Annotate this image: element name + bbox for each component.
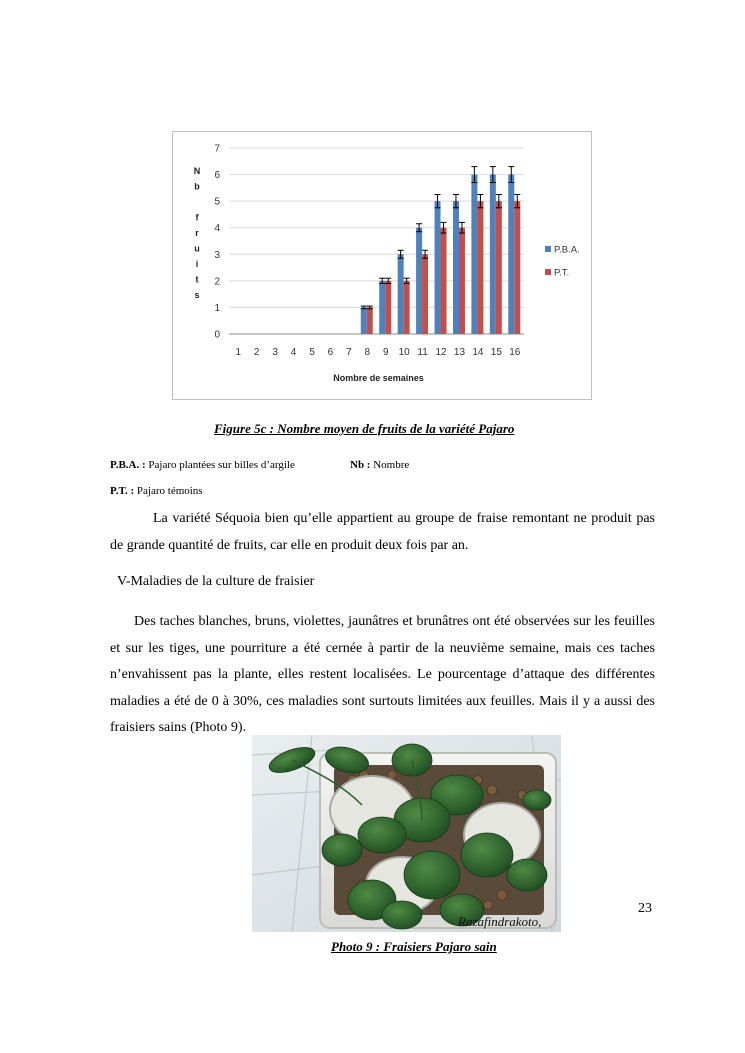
y-axis-label-char: u: [194, 243, 200, 254]
bar-pt: [441, 228, 447, 334]
photo-illustration: [252, 735, 561, 932]
abbrev-nb-value: Nombre: [373, 459, 410, 471]
y-axis-label-char: N: [193, 166, 201, 176]
y-tick-label: 5: [214, 196, 220, 208]
bar-pba: [490, 175, 496, 334]
bar-pba: [361, 307, 367, 334]
bar-pba: [435, 201, 441, 334]
bar-chart: [172, 131, 592, 400]
abbrev-pba-value: Pajaro plantées sur billes d’argile: [148, 459, 295, 471]
section-title: V-Maladies de la culture de fraisier: [117, 574, 315, 589]
bar-pba: [508, 175, 514, 334]
abbrev-pt-key: P.T. :: [110, 485, 135, 497]
abbrev-pt: [110, 485, 203, 497]
y-tick-label: 2: [214, 276, 220, 288]
x-tick-label: 6: [327, 347, 334, 358]
bar-pt: [514, 201, 520, 334]
y-axis-label-char: s: [194, 290, 200, 300]
x-tick-label: 4: [290, 347, 297, 358]
y-tick-label: 1: [214, 302, 220, 314]
x-tick-label: 16: [509, 347, 521, 358]
figure-caption: Figure 5c : Nombre moyen de fruits de la variété Pajaro: [214, 421, 515, 436]
abbrev-pba-key: P.B.A. :: [110, 459, 146, 471]
bar-pt: [496, 201, 502, 334]
bar-pt: [367, 307, 373, 334]
abbrev-nb: [350, 459, 409, 471]
bar-pba: [453, 201, 459, 334]
x-tick-label: 8: [364, 347, 371, 358]
y-axis-label-char: t: [195, 274, 199, 285]
bar-pt: [477, 201, 483, 334]
photo-caption: Photo 9 : Fraisiers Pajaro sain: [331, 939, 497, 954]
bar-pt: [385, 281, 391, 334]
bar-pt: [422, 254, 428, 334]
y-axis-label-char: b: [194, 181, 200, 192]
bar-pba: [416, 228, 422, 334]
y-tick-label: 7: [214, 143, 220, 155]
x-tick-label: 12: [435, 347, 447, 358]
chart-canvas: [173, 132, 593, 401]
bar-pba: [379, 281, 385, 334]
abbrev-nb-key: Nb :: [350, 459, 371, 471]
y-tick-label: 6: [214, 170, 220, 182]
y-axis-label-char: i: [195, 259, 199, 269]
x-tick-label: 1: [235, 347, 241, 358]
bar-pba: [398, 254, 404, 334]
y-axis-label-char: f: [195, 212, 199, 223]
abbrev-pba: [110, 459, 295, 471]
y-tick-label: 0: [214, 329, 220, 341]
y-tick-label: 3: [214, 249, 220, 261]
x-tick-label: 5: [309, 347, 315, 358]
x-tick-label: 15: [490, 347, 502, 358]
legend-swatch: [545, 269, 551, 275]
y-axis-label-char: r: [195, 228, 199, 238]
y-tick-label: 4: [214, 223, 220, 235]
x-tick-label: 10: [398, 347, 410, 358]
strawberry-photo: [252, 735, 561, 932]
legend-label: P.B.A.: [554, 244, 580, 256]
paragraph-maladies: Des taches blanches, bruns, violettes, jaunâtres et brunâtres ont été observées sur les feuilles et sur les tiges, une pourriture a été cernée à partir de la neuvième semaine, mais ces taches n’envahissent pas la plante, elles restent localisées. Le pourcentage d’attaque des différentes maladies a été de 0 à 30%, ces maladies sont surtouts limitées aux feuilles. Mais il y a aussi des fraisiers sains (Photo 9).: [110, 614, 655, 735]
bar-pba: [471, 175, 477, 334]
legend-swatch: [545, 246, 551, 252]
x-tick-label: 13: [453, 347, 466, 358]
bar-pt: [404, 281, 410, 334]
x-tick-label: 2: [253, 347, 260, 358]
photo-credit: Razafindrakoto,: [458, 914, 542, 929]
x-tick-label: 9: [382, 347, 389, 358]
x-tick-label: 11: [417, 347, 428, 358]
x-tick-label: 7: [346, 347, 352, 358]
page-number: 23: [638, 901, 652, 916]
paragraph-sequoia: La variété Séquoia bien qu’elle appartient au groupe de fraise remontant ne produit pas de grande quantité de fruits, car elle en produit deux fois par an.: [110, 511, 655, 553]
x-tick-label: 14: [472, 347, 484, 358]
legend-label: P.T.: [554, 267, 570, 279]
bar-pt: [459, 228, 465, 334]
abbrev-pt-value: Pajaro témoins: [136, 485, 203, 497]
x-tick-label: 3: [272, 347, 278, 358]
x-axis-title: Nombre de semaines: [333, 373, 424, 383]
